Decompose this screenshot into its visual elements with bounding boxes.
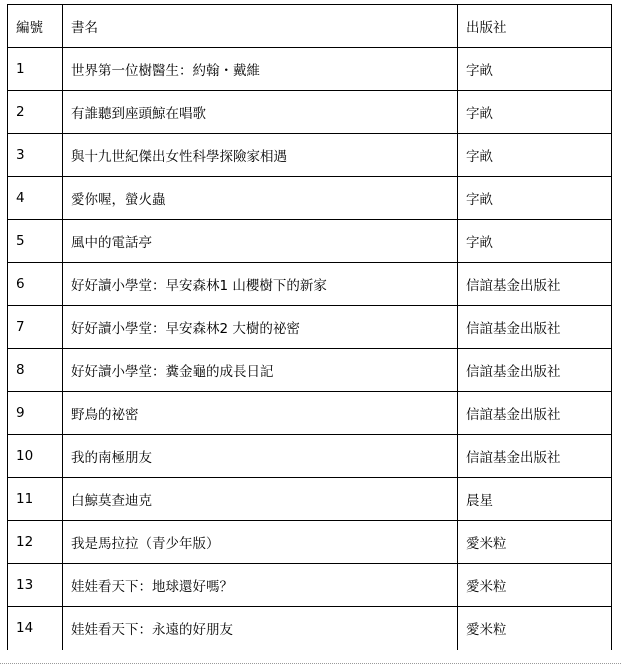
cell-number: 4 [8,177,63,220]
cell-number: 7 [8,306,63,349]
table-row [8,607,612,650]
cell-number: 8 [8,349,63,392]
cell-publisher: 字畝 [458,177,612,220]
cell-publisher: 愛米粒 [458,521,612,564]
cell-title: 好好讀小學堂：早安森林2 大樹的祕密 [63,306,458,349]
cell-title: 愛你喔，螢火蟲 [63,177,458,220]
cell-title: 風中的電話亭 [63,220,458,263]
cell-number: 11 [8,478,63,521]
cell-publisher: 信誼基金出版社 [458,306,612,349]
cell-publisher: 晨星 [458,478,612,521]
table-row [8,134,612,177]
cell-number: 12 [8,521,63,564]
table-row [8,478,612,521]
header-publisher: 出版社 [458,5,612,48]
book-list-table-container [7,4,611,650]
table-row [8,263,612,306]
cell-title: 娃娃看天下：永遠的好朋友 [63,607,458,650]
cell-number: 1 [8,48,63,91]
table-row [8,91,612,134]
cell-title: 有誰聽到座頭鯨在唱歌 [63,91,458,134]
cell-publisher: 字畝 [458,220,612,263]
table-header-row [8,5,612,48]
cell-publisher: 字畝 [458,91,612,134]
cell-title: 娃娃看天下：地球還好嗎？ [63,564,458,607]
table-row [8,392,612,435]
cell-publisher: 信誼基金出版社 [458,349,612,392]
cell-publisher: 信誼基金出版社 [458,263,612,306]
cell-title: 野鳥的祕密 [63,392,458,435]
table-row [8,306,612,349]
cell-number: 2 [8,91,63,134]
cell-number: 13 [8,564,63,607]
cell-number: 6 [8,263,63,306]
cell-publisher: 字畝 [458,134,612,177]
cell-title: 世界第一位樹醫生：約翰・戴維 [63,48,458,91]
cell-number: 14 [8,607,63,650]
cell-publisher: 信誼基金出版社 [458,392,612,435]
cell-publisher: 愛米粒 [458,607,612,650]
cell-title: 白鯨莫查迪克 [63,478,458,521]
cell-title: 我是馬拉拉（青少年版） [63,521,458,564]
cell-publisher: 信誼基金出版社 [458,435,612,478]
cell-number: 9 [8,392,63,435]
header-title: 書名 [63,5,458,48]
cell-number: 3 [8,134,63,177]
cell-title: 好好讀小學堂：糞金龜的成長日記 [63,349,458,392]
table-row [8,349,612,392]
table-row [8,177,612,220]
cell-number: 10 [8,435,63,478]
cell-number: 5 [8,220,63,263]
book-list-table [7,4,612,650]
table-row [8,521,612,564]
header-number: 編號 [8,5,63,48]
cell-publisher: 愛米粒 [458,564,612,607]
table-row [8,564,612,607]
cell-title: 好好讀小學堂：早安森林1 山櫻樹下的新家 [63,263,458,306]
cell-publisher: 字畝 [458,48,612,91]
cell-title: 我的南極朋友 [63,435,458,478]
cell-title: 與十九世紀傑出女性科學探險家相遇 [63,134,458,177]
table-row [8,220,612,263]
page-break-divider [0,663,621,664]
table-row [8,435,612,478]
table-row [8,48,612,91]
